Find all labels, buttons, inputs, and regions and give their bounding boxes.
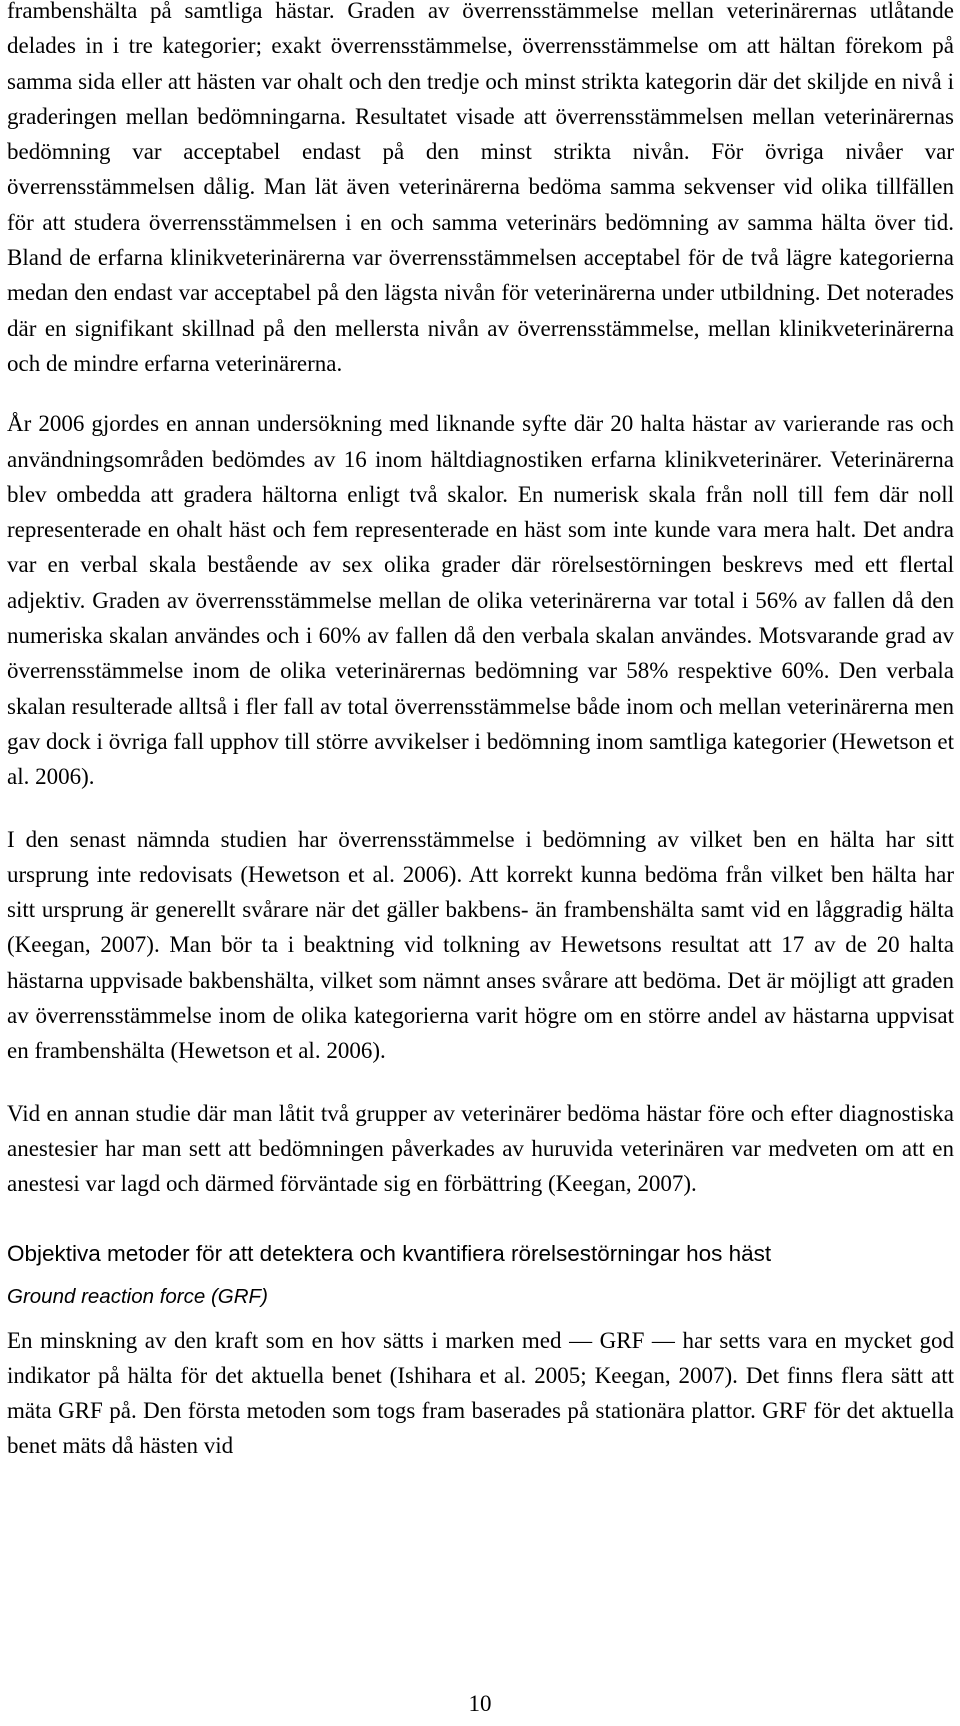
body-paragraph-3: I den senast nämnda studien har överrensstämmelse i bedömning av vilket ben en hälta har sitt ursprung inte redovisats (Hewetson et al. 2006). Att korrekt kunna bedöma från vilket ben hälta har sitt ursprung är generellt svårare när det gäller bakbens- än frambenshälta samt vid en låggradig hälta (Keegan, 2007). Man bör ta i beaktning vid tolkning av Hewetsons resultat att 17 av de 20 halta hästarna uppvisade bakbenshälta, vilket som nämnt anses svårare att bedöma. Det är möjligt att graden av överrensstämmelse inom de olika kategorierna varit högre om en större andel av hästarna uppvisat en frambenshälta (Hewetson et al. 2006).	[7, 826, 954, 1064]
body-paragraph-1: frambenshälta på samtliga hästar. Graden av överrensstämmelse mellan veterinärernas utlåtande delades in i tre kategorier; exakt överrensstämmelse, överrensstämmelse om att hältan förekom på samma sida eller att hästen var ohalt och den tredje och minst strikta kategorin där det skiljde en nivå i graderingen mellan bedömningarna. Resultatet visade att överrensstämmelsen mellan veterinärernas bedömning var acceptabel endast på den minst strikta nivån. För övriga nivåer var överrensstämmelsen dålig. Man lät även veterinärerna bedöma samma sekvenser vid olika tillfällen för att studera överrensstämmelsen i en och samma veterinärs bedömning av samma hälta över tid. Bland de erfarna klinikveterinärerna var överrensstämmelsen acceptabel för de två lägre kategorierna medan den endast var acceptabel på den lägsta nivån för veterinärerna under utbildning. Det noterades där en signifikant skillnad på den mellersta nivån av överrensstämmelse, mellan klinikveterinärerna och de mindre erfarna veterinärerna.	[7, 0, 954, 376]
body-paragraph-5: En minskning av den kraft som en hov sätts i marken med — GRF — har setts vara en mycket god indikator på hälta för det aktuella benet (Ishihara et al. 2005; Keegan, 2007). Det finns flera sätt att mäta GRF på. Den första metoden som togs fram baserades på stationära plattor. GRF för det aktuella benet mäts då hästen vid	[7, 1327, 954, 1459]
page-number: 10	[468, 1691, 492, 1716]
section-heading: Objektiva metoder för att detektera och kvantifiera rörelsestörningar hos häst	[7, 1240, 772, 1266]
body-paragraph-4: Vid en annan studie där man låtit två grupper av veterinärer bedöma hästar före och efter diagnostiska anestesier har man sett att bedömningen påverkades av huruvida veterinären var medveten om att en anestesi var lagd och därmed förväntade sig en förbättring (Keegan, 2007).	[7, 1100, 954, 1197]
body-paragraph-2: År 2006 gjordes en annan undersökning med liknande syfte där 20 halta hästar av varierande ras och användningsområden bedömdes av 16 inom hältdiagnostiken erfarna klinikveterinärer. Veterinärerna blev ombedda att gradera hältorna enligt två skalor. En numerisk skala från noll till fem där noll representerade en ohalt häst och fem representerade en häst som inte kunde vara mera halt. Det andra var en verbal skala bestående av sex olika grader där rörelsestörningen beskrevs med ett flertal adjektiv. Graden av överrensstämmelse mellan de olika veterinärerna var total i 56% av fallen då den numeriska skalan användes och i 60% av fallen då den verbala skalan användes. Motsvarande grad av överrensstämmelse inom de olika veterinärernas bedömning var 58% respektive 60%. Den verbala skalan resulterade alltså i fler fall av total överrensstämmelse både inom och mellan veterinärerna men gav dock i övriga fall upphov till större avvikelser i bedömning inom samtliga kategorier (Hewetson et al. 2006).	[7, 411, 954, 790]
section-subheading: Ground reaction force (GRF)	[7, 1284, 268, 1308]
